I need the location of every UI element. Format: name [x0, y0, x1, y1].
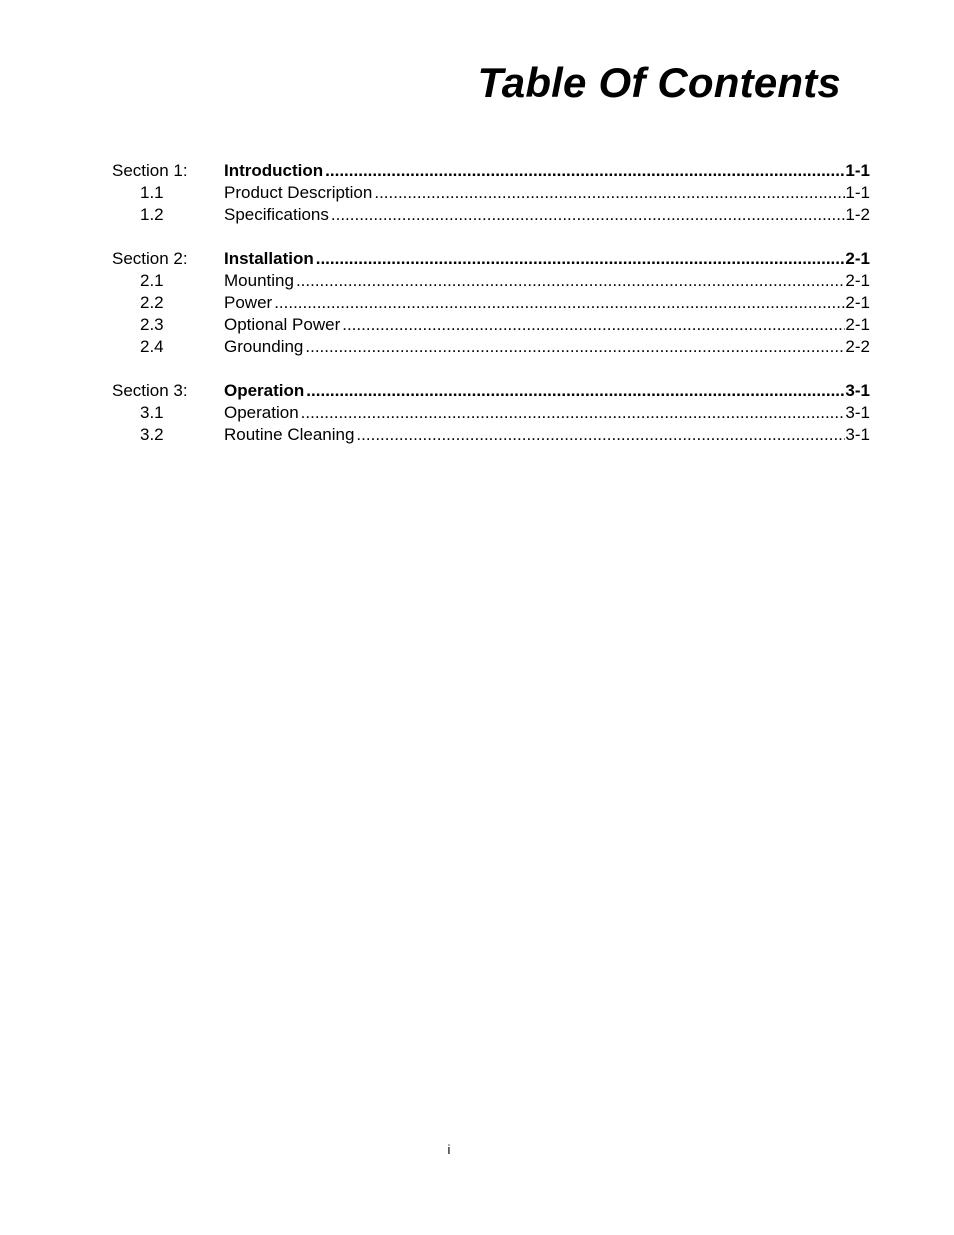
page-ref: 1-1 — [845, 183, 870, 202]
toc-entry — [224, 182, 870, 204]
dot-leader — [294, 270, 845, 292]
dot-leader — [340, 314, 845, 336]
item-title: Optional Power — [224, 315, 341, 334]
toc-entry — [224, 380, 870, 402]
dot-leader — [323, 160, 845, 182]
toc-entry — [224, 292, 870, 314]
page-ref: 3-1 — [845, 425, 870, 444]
toc-section-heading[interactable] — [112, 380, 870, 402]
toc-entry — [224, 314, 870, 336]
toc-entry — [224, 270, 870, 292]
section-label: Section 2: — [112, 249, 188, 268]
item-number: 2.2 — [140, 293, 164, 312]
dot-leader — [314, 248, 846, 270]
toc-item[interactable] — [112, 402, 870, 424]
toc-item[interactable] — [112, 424, 870, 446]
toc-entry — [224, 160, 870, 182]
dot-leader — [354, 424, 845, 446]
item-title: Operation — [224, 403, 299, 422]
item-number: 3.1 — [140, 403, 164, 422]
dot-leader — [299, 402, 846, 424]
item-title: Product Description — [224, 183, 373, 202]
item-title: Specifications — [224, 205, 329, 224]
item-number: 1.1 — [140, 183, 164, 202]
page-ref: 2-1 — [845, 315, 870, 334]
dot-leader — [372, 182, 845, 204]
page-ref: 1-2 — [845, 205, 870, 224]
dot-leader — [272, 292, 845, 314]
dot-leader — [304, 380, 845, 402]
toc-entry — [224, 204, 870, 226]
section-label: Section 3: — [112, 381, 188, 400]
dot-leader — [329, 204, 846, 226]
dot-leader — [303, 336, 845, 358]
page-ref: 2-1 — [845, 249, 870, 268]
toc-section-3 — [112, 380, 870, 446]
item-number: 2.1 — [140, 271, 164, 290]
toc-section-1 — [112, 160, 870, 226]
page-number: i — [447, 1142, 451, 1157]
section-title: Introduction — [224, 161, 324, 180]
item-title: Grounding — [224, 337, 304, 356]
item-number: 3.2 — [140, 425, 164, 444]
item-number: 1.2 — [140, 205, 164, 224]
section-title: Operation — [224, 381, 305, 400]
toc-item[interactable] — [112, 336, 870, 358]
page-ref: 2-2 — [845, 337, 870, 356]
page-ref: 1-1 — [845, 161, 870, 180]
section-title: Installation — [224, 249, 314, 268]
toc-item[interactable] — [112, 182, 870, 204]
page-title: Table Of Contents — [477, 59, 841, 106]
toc-entry — [224, 424, 870, 446]
toc-item[interactable] — [112, 292, 870, 314]
item-number: 2.3 — [140, 315, 164, 334]
item-title: Mounting — [224, 271, 294, 290]
toc-entry — [224, 336, 870, 358]
toc-item[interactable] — [112, 204, 870, 226]
toc-item[interactable] — [112, 270, 870, 292]
item-title: Power — [224, 293, 273, 312]
toc-section-2 — [112, 248, 870, 358]
section-label: Section 1: — [112, 161, 188, 180]
toc-entry — [224, 402, 870, 424]
page-ref: 3-1 — [845, 403, 870, 422]
toc-section-heading[interactable] — [112, 248, 870, 270]
toc-item[interactable] — [112, 314, 870, 336]
toc-entry — [224, 248, 870, 270]
item-title: Routine Cleaning — [224, 425, 355, 444]
page-ref: 3-1 — [845, 381, 870, 400]
table-of-contents — [112, 160, 870, 468]
toc-section-heading[interactable] — [112, 160, 870, 182]
item-number: 2.4 — [140, 337, 164, 356]
page-ref: 2-1 — [845, 293, 870, 312]
page-ref: 2-1 — [845, 271, 870, 290]
